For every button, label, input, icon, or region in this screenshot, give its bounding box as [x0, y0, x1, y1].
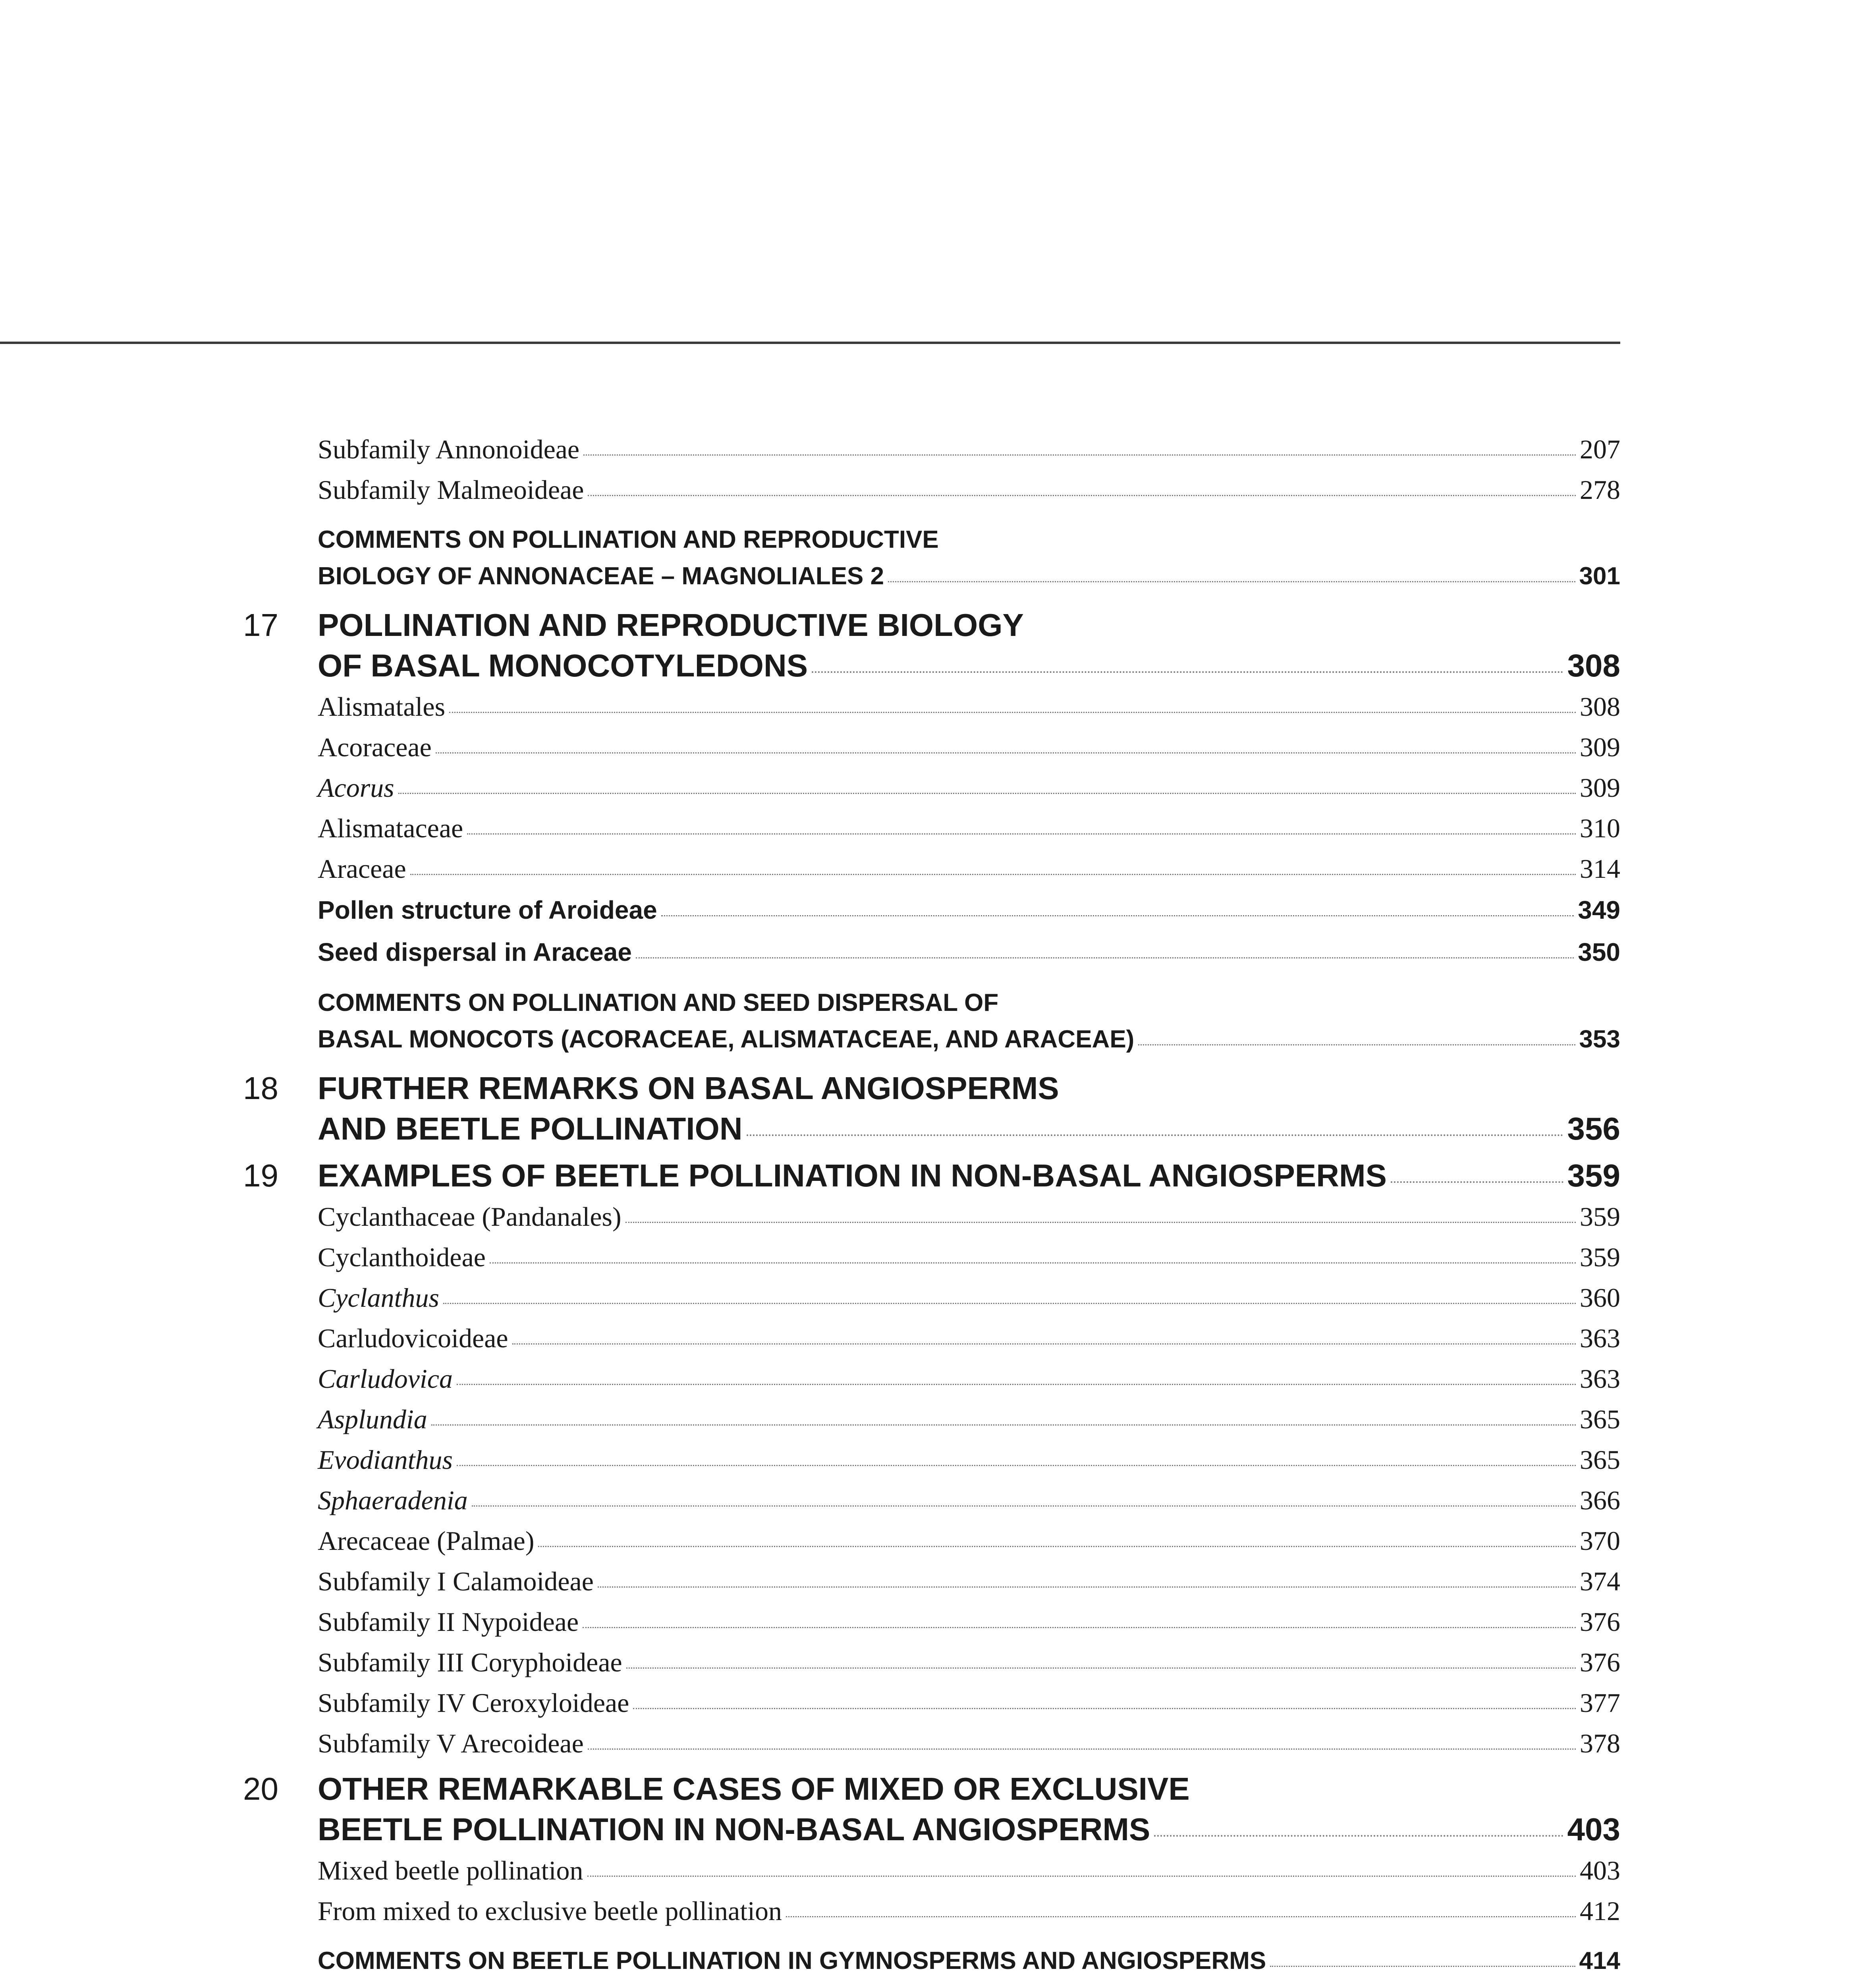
- toc-entry-page: 378: [1580, 1728, 1620, 1758]
- toc-entry-page: 301: [1579, 562, 1620, 590]
- dot-leader: [436, 752, 1576, 753]
- dot-leader: [588, 1748, 1576, 1750]
- toc-entry[interactable]: [243, 469, 1620, 510]
- toc-entry[interactable]: [243, 1318, 1620, 1358]
- dot-leader: [747, 1134, 1563, 1136]
- toc-entry[interactable]: [243, 889, 1620, 931]
- chapter-page: 356: [1567, 1111, 1620, 1146]
- toc-entry-title: Pollen structure of Aroideae: [318, 896, 657, 924]
- toc-entry[interactable]: [243, 1399, 1620, 1439]
- chapter-page: 308: [1567, 648, 1620, 683]
- chapter-number: 19: [243, 1158, 278, 1193]
- toc-entry-title: Sphaeradenia: [318, 1485, 468, 1515]
- toc-entry-page: 374: [1580, 1566, 1620, 1596]
- chapter-number: 18: [243, 1070, 278, 1106]
- toc-chapter-entry[interactable]: [243, 1155, 1620, 1196]
- toc-entry-page: 314: [1580, 853, 1620, 884]
- toc-entry-title-line2: BASAL MONOCOTS (ACORACEAE, ALISMATACEAE, AND ARACEAE): [318, 1025, 1135, 1053]
- dot-leader: [443, 1303, 1576, 1304]
- toc-entry[interactable]: [243, 931, 1620, 973]
- toc-entry-page: 350: [1578, 938, 1620, 966]
- dot-leader: [449, 712, 1576, 713]
- toc-entry[interactable]: [243, 727, 1620, 767]
- dot-leader: [625, 1222, 1576, 1223]
- toc-entry-page: 359: [1580, 1242, 1620, 1272]
- toc-entry-page: 349: [1578, 896, 1620, 924]
- toc-comments-entry[interactable]: [243, 1942, 1620, 1979]
- toc-entry-title: Alismatales: [318, 691, 446, 722]
- dot-leader: [472, 1505, 1576, 1507]
- toc-entry[interactable]: [243, 1723, 1620, 1764]
- dot-leader: [588, 495, 1576, 496]
- dot-leader: [888, 581, 1575, 582]
- toc-entry[interactable]: [243, 1237, 1620, 1277]
- toc-entry[interactable]: [243, 767, 1620, 808]
- dot-leader: [587, 1876, 1576, 1877]
- dot-leader: [410, 874, 1576, 875]
- toc-entry-title: Acorus: [318, 772, 394, 803]
- chapter-title: EXAMPLES OF BEETLE POLLINATION IN NON-BASAL ANGIOSPERMS: [318, 1158, 1387, 1193]
- toc-entry-title: Subfamily Malmeoideae: [318, 474, 584, 505]
- dot-leader: [431, 1424, 1576, 1426]
- toc-entry-title: COMMENTS ON BEETLE POLLINATION IN GYMNOSPERMS AND ANGIOSPERMS: [318, 1947, 1266, 1974]
- toc-entry[interactable]: [243, 1439, 1620, 1480]
- chapter-page: 403: [1567, 1812, 1620, 1847]
- dot-leader: [786, 1916, 1576, 1917]
- toc-entry-title: Subfamily II Nypoideae: [318, 1606, 579, 1637]
- chapter-title-line1: FURTHER REMARKS ON BASAL ANGIOSPERMS: [318, 1070, 1059, 1106]
- toc-entry[interactable]: [243, 1891, 1620, 1931]
- dot-leader: [633, 1708, 1576, 1709]
- chapter-number: 17: [243, 607, 278, 643]
- toc-entry-title: Evodianthus: [318, 1444, 453, 1475]
- toc-entry-page: 353: [1579, 1025, 1620, 1053]
- toc-entry[interactable]: [243, 1480, 1620, 1520]
- toc-entry-page: 370: [1580, 1525, 1620, 1556]
- toc-entry-title: Asplundia: [318, 1404, 427, 1434]
- dot-leader: [512, 1343, 1576, 1345]
- dot-leader: [636, 957, 1574, 958]
- toc-entry[interactable]: [243, 1520, 1620, 1561]
- toc-entry-page: 310: [1580, 813, 1620, 843]
- toc-chapter-entry[interactable]: [243, 1068, 1620, 1149]
- toc-entry-title: Carludovicoideae: [318, 1323, 508, 1353]
- toc-entry-title: Cyclanthus: [318, 1282, 439, 1313]
- dot-leader: [598, 1586, 1576, 1588]
- table-of-contents: [243, 429, 1620, 1986]
- toc-chapter-entry[interactable]: [243, 605, 1620, 686]
- toc-entry[interactable]: [243, 848, 1620, 889]
- toc-entry-page: 309: [1580, 772, 1620, 803]
- top-rule: [0, 342, 1620, 344]
- toc-entry-title: From mixed to exclusive beetle pollination: [318, 1895, 782, 1926]
- toc-comments-entry[interactable]: [243, 521, 1620, 594]
- dot-leader: [538, 1546, 1576, 1547]
- toc-entry-page: 365: [1580, 1444, 1620, 1475]
- chapter-title-line1: POLLINATION AND REPRODUCTIVE BIOLOGY: [318, 607, 1024, 643]
- toc-entry[interactable]: [243, 1602, 1620, 1642]
- toc-entry-page: 412: [1580, 1895, 1620, 1926]
- toc-entry-page: 403: [1580, 1855, 1620, 1886]
- toc-entry-page: 360: [1580, 1282, 1620, 1313]
- chapter-title-line2: AND BEETLE POLLINATION: [318, 1111, 743, 1146]
- toc-entry-title: Mixed beetle pollination: [318, 1855, 583, 1886]
- toc-entry-title: Subfamily V Arecoideae: [318, 1728, 584, 1758]
- dot-leader: [1154, 1835, 1563, 1837]
- dot-leader: [490, 1262, 1576, 1263]
- chapter-number: 20: [243, 1771, 278, 1806]
- toc-entry[interactable]: [243, 1196, 1620, 1237]
- toc-entry-page: 376: [1580, 1606, 1620, 1637]
- dot-leader: [1138, 1044, 1575, 1045]
- toc-entry-title: Alismataceae: [318, 813, 463, 843]
- toc-entry-title: Arecaceae (Palmae): [318, 1525, 535, 1556]
- dot-leader: [398, 793, 1576, 794]
- toc-entry[interactable]: [243, 1277, 1620, 1318]
- dot-leader: [1391, 1181, 1563, 1183]
- toc-entry-title-line1: COMMENTS ON POLLINATION AND SEED DISPERSAL OF: [318, 989, 999, 1016]
- toc-entry[interactable]: [243, 1850, 1620, 1891]
- toc-entry-title: Subfamily III Coryphoideae: [318, 1647, 622, 1677]
- toc-entry-page: 366: [1580, 1485, 1620, 1515]
- toc-chapter-entry[interactable]: [243, 1769, 1620, 1850]
- dot-leader: [812, 671, 1563, 673]
- dot-leader: [457, 1465, 1576, 1466]
- toc-entry-page: 308: [1580, 691, 1620, 722]
- dot-leader: [583, 454, 1576, 456]
- dot-leader: [457, 1384, 1576, 1385]
- dot-leader: [626, 1667, 1576, 1669]
- toc-entry[interactable]: [243, 1642, 1620, 1683]
- toc-entry-page: 365: [1580, 1404, 1620, 1434]
- toc-entry-page: 376: [1580, 1647, 1620, 1677]
- toc-entry-title: Cyclanthoideae: [318, 1242, 486, 1272]
- toc-entry-title: Cyclanthaceae (Pandanales): [318, 1201, 621, 1232]
- chapter-title-line1: OTHER REMARKABLE CASES OF MIXED OR EXCLUSIVE: [318, 1771, 1190, 1806]
- toc-entry-title: Seed dispersal in Araceae: [318, 938, 632, 966]
- toc-entry-page: 359: [1580, 1201, 1620, 1232]
- dot-leader: [661, 915, 1574, 916]
- toc-entry[interactable]: [243, 1561, 1620, 1602]
- toc-entry-title: Subfamily Annonoideae: [318, 434, 580, 464]
- toc-entry-title: Araceae: [318, 853, 406, 884]
- toc-entry-title: Carludovica: [318, 1363, 453, 1394]
- toc-entry[interactable]: [243, 686, 1620, 727]
- toc-entry-page: 363: [1580, 1363, 1620, 1394]
- chapter-page: 359: [1567, 1158, 1620, 1193]
- toc-entry[interactable]: [243, 1358, 1620, 1399]
- toc-entry-page: 278: [1580, 474, 1620, 505]
- toc-entry[interactable]: [243, 808, 1620, 848]
- toc-entry-page: 363: [1580, 1323, 1620, 1353]
- toc-entry-page: 309: [1580, 732, 1620, 762]
- dot-leader: [1270, 1966, 1575, 1967]
- toc-comments-entry[interactable]: [243, 984, 1620, 1057]
- toc-entry-title: Subfamily IV Ceroxyloideae: [318, 1687, 629, 1718]
- chapter-title-line2: OF BASAL MONOCOTYLEDONS: [318, 648, 808, 683]
- dot-leader: [467, 833, 1576, 835]
- toc-entry[interactable]: [243, 429, 1620, 469]
- toc-entry-page: 207: [1580, 434, 1620, 464]
- toc-entry-title: Acoraceae: [318, 732, 432, 762]
- toc-entry-title-line2: BIOLOGY OF ANNONACEAE – MAGNOLIALES 2: [318, 562, 884, 590]
- toc-entry[interactable]: [243, 1683, 1620, 1723]
- toc-entry-title: Subfamily I Calamoideae: [318, 1566, 594, 1596]
- chapter-title-line2: BEETLE POLLINATION IN NON-BASAL ANGIOSPERMS: [318, 1812, 1150, 1847]
- toc-entry-title-line1: COMMENTS ON POLLINATION AND REPRODUCTIVE: [318, 525, 939, 553]
- dot-leader: [583, 1627, 1576, 1628]
- toc-entry-page: 414: [1579, 1947, 1620, 1974]
- toc-entry-page: 377: [1580, 1687, 1620, 1718]
